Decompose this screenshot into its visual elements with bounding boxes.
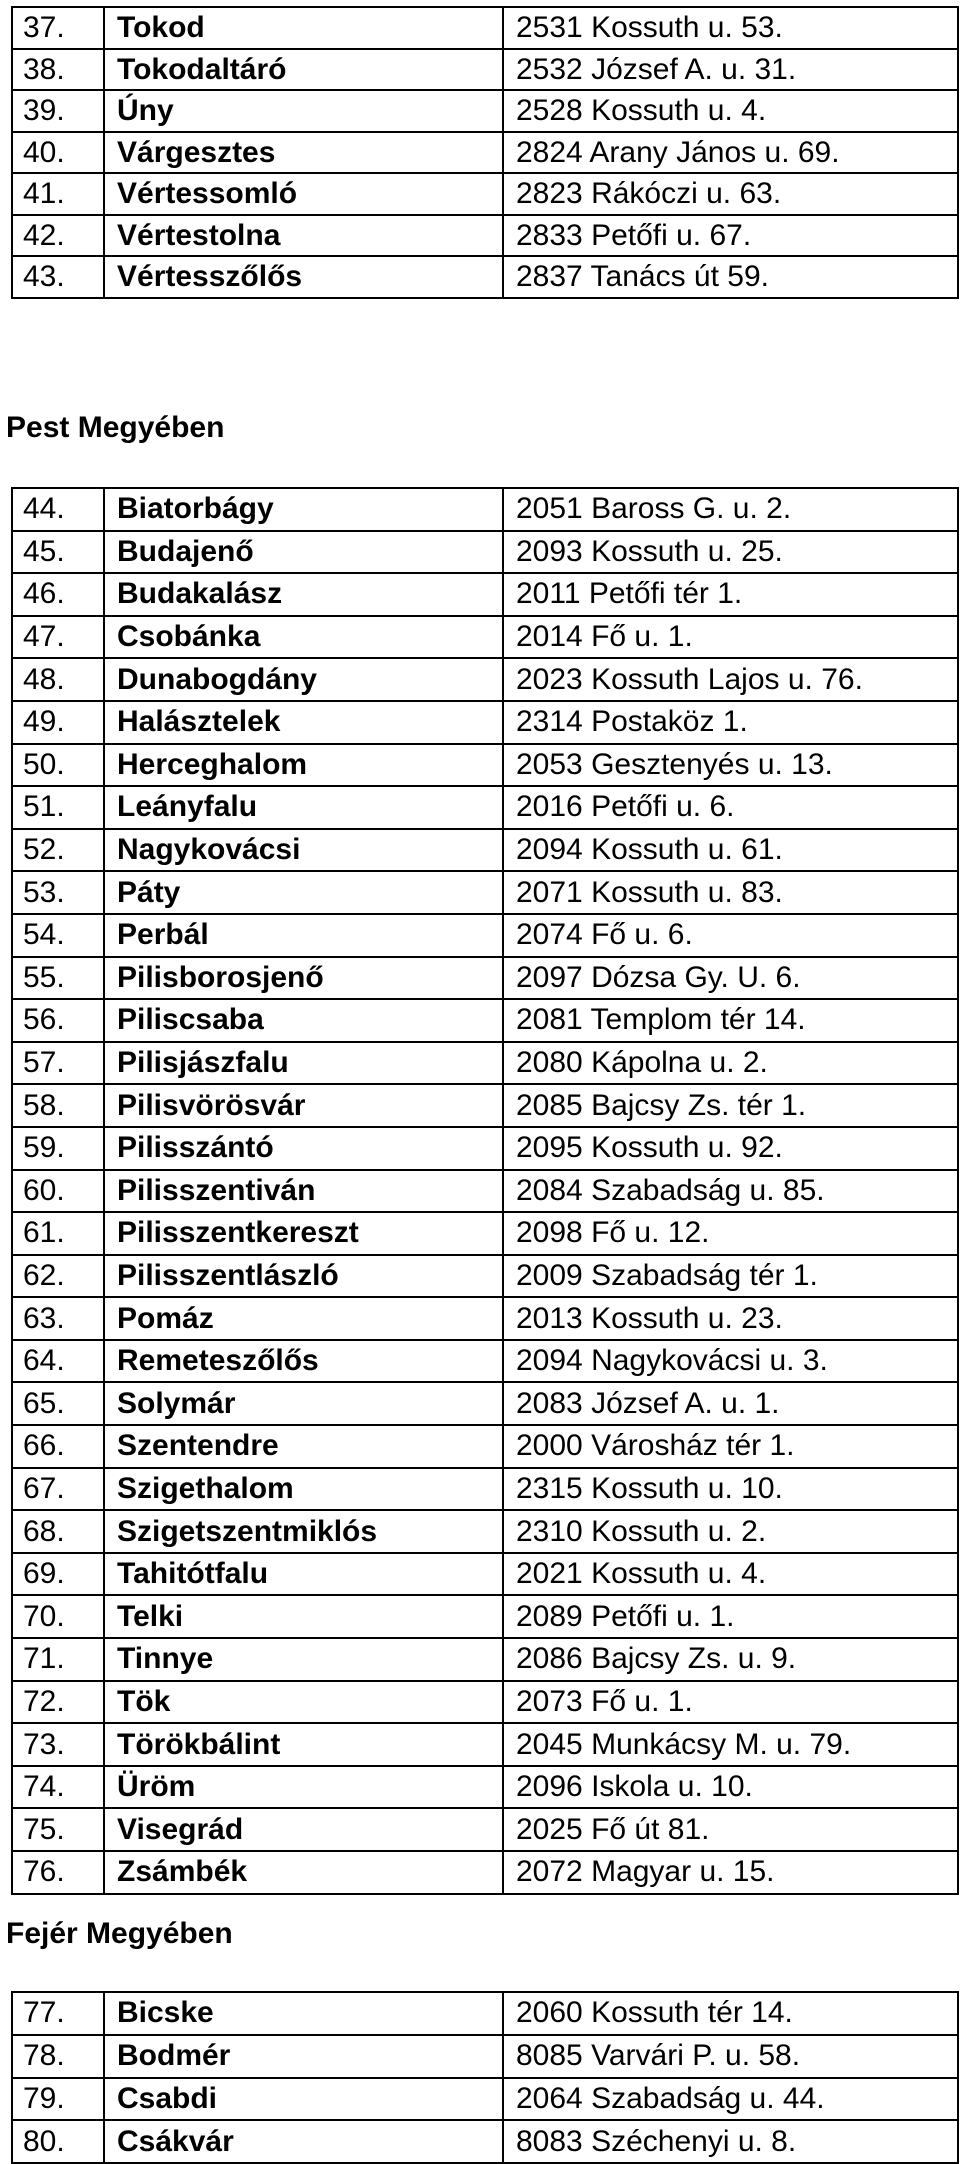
settlement-address: 2013 Kossuth u. 23. xyxy=(503,1297,958,1340)
row-number: 47. xyxy=(12,616,104,659)
row-number: 61. xyxy=(12,1212,104,1255)
settlement-name: Vértesszőlős xyxy=(104,256,503,298)
settlement-address: 2098 Fő u. 12. xyxy=(503,1212,958,1255)
settlement-name: Bicske xyxy=(104,1992,503,2035)
table-row xyxy=(12,256,958,298)
row-number: 46. xyxy=(12,573,104,616)
settlement-name: Budakalász xyxy=(104,573,503,616)
table-row xyxy=(12,701,958,744)
table-row xyxy=(12,1127,958,1170)
row-number: 79. xyxy=(12,2078,104,2121)
table-row xyxy=(12,488,958,531)
row-number: 51. xyxy=(12,786,104,829)
table-row xyxy=(12,1510,958,1553)
section-heading-pest: Pest Megyében xyxy=(6,411,225,444)
settlement-address: 2085 Bajcsy Zs. tér 1. xyxy=(503,1084,958,1127)
row-number: 41. xyxy=(12,173,104,215)
settlement-name: Zsámbék xyxy=(104,1851,503,1894)
table-row xyxy=(12,2035,958,2078)
table-row xyxy=(12,1851,958,1894)
settlement-name: Remeteszőlős xyxy=(104,1340,503,1383)
row-number: 37. xyxy=(12,7,104,49)
settlement-name: Halásztelek xyxy=(104,701,503,744)
settlement-name: Visegrád xyxy=(104,1808,503,1851)
settlement-address: 2071 Kossuth u. 83. xyxy=(503,871,958,914)
row-number: 49. xyxy=(12,701,104,744)
table-row xyxy=(12,829,958,872)
settlement-address: 2528 Kossuth u. 4. xyxy=(503,90,958,132)
settlement-name: Bodmér xyxy=(104,2035,503,2078)
row-number: 67. xyxy=(12,1468,104,1511)
row-number: 75. xyxy=(12,1808,104,1851)
row-number: 45. xyxy=(12,531,104,574)
settlement-address: 2073 Fő u. 1. xyxy=(503,1681,958,1724)
settlement-address: 2097 Dózsa Gy. U. 6. xyxy=(503,957,958,1000)
table-row xyxy=(12,1297,958,1340)
table-row xyxy=(12,786,958,829)
row-number: 43. xyxy=(12,256,104,298)
settlement-name: Pilisszentiván xyxy=(104,1170,503,1213)
settlement-name: Szentendre xyxy=(104,1425,503,1468)
settlement-address: 2089 Petőfi u. 1. xyxy=(503,1595,958,1638)
settlement-name: Telki xyxy=(104,1595,503,1638)
table-row xyxy=(12,914,958,957)
row-number: 74. xyxy=(12,1766,104,1809)
row-number: 78. xyxy=(12,2035,104,2078)
row-number: 39. xyxy=(12,90,104,132)
settlement-name: Törökbálint xyxy=(104,1723,503,1766)
settlement-name: Tök xyxy=(104,1681,503,1724)
row-number: 71. xyxy=(12,1638,104,1681)
settlement-name: Tokodaltáró xyxy=(104,49,503,91)
table-row xyxy=(12,1723,958,1766)
row-number: 38. xyxy=(12,49,104,91)
settlement-address: 2531 Kossuth u. 53. xyxy=(503,7,958,49)
table-row xyxy=(12,215,958,257)
table-row xyxy=(12,1084,958,1127)
settlement-name: Tahitótfalu xyxy=(104,1553,503,1596)
table-row xyxy=(12,173,958,215)
table-body xyxy=(12,488,958,1894)
settlement-name: Szigetszentmiklós xyxy=(104,1510,503,1553)
settlement-address: 2833 Petőfi u. 67. xyxy=(503,215,958,257)
row-number: 77. xyxy=(12,1992,104,2035)
row-number: 54. xyxy=(12,914,104,957)
settlement-address: 2051 Baross G. u. 2. xyxy=(503,488,958,531)
settlement-name: Szigethalom xyxy=(104,1468,503,1511)
settlement-name: Csobánka xyxy=(104,616,503,659)
settlement-name: Páty xyxy=(104,871,503,914)
row-number: 65. xyxy=(12,1382,104,1425)
settlement-name: Vértestolna xyxy=(104,215,503,257)
settlement-address: 2021 Kossuth u. 4. xyxy=(503,1553,958,1596)
row-number: 69. xyxy=(12,1553,104,1596)
settlement-name: Várgesztes xyxy=(104,132,503,174)
settlement-address: 2315 Kossuth u. 10. xyxy=(503,1468,958,1511)
row-number: 55. xyxy=(12,957,104,1000)
settlement-address: 2060 Kossuth tér 14. xyxy=(503,1992,958,2035)
table-row xyxy=(12,1382,958,1425)
settlement-name: Tinnye xyxy=(104,1638,503,1681)
table-body xyxy=(12,7,958,298)
settlement-address: 8083 Széchenyi u. 8. xyxy=(503,2120,958,2163)
table-row xyxy=(12,658,958,701)
row-number: 44. xyxy=(12,488,104,531)
row-number: 62. xyxy=(12,1255,104,1298)
table-row xyxy=(12,1340,958,1383)
row-number: 63. xyxy=(12,1297,104,1340)
table-row xyxy=(12,616,958,659)
row-number: 53. xyxy=(12,871,104,914)
table-row xyxy=(12,1425,958,1468)
table-row xyxy=(12,871,958,914)
settlement-table-pest xyxy=(11,487,959,1895)
row-number: 72. xyxy=(12,1681,104,1724)
table-row xyxy=(12,999,958,1042)
section-heading-fejer: Fejér Megyében xyxy=(6,1917,233,1950)
row-number: 60. xyxy=(12,1170,104,1213)
table-row xyxy=(12,1170,958,1213)
settlement-address: 2094 Nagykovácsi u. 3. xyxy=(503,1340,958,1383)
table-row xyxy=(12,2120,958,2163)
settlement-name: Pomáz xyxy=(104,1297,503,1340)
settlement-address: 2080 Kápolna u. 2. xyxy=(503,1042,958,1085)
settlement-name: Budajenő xyxy=(104,531,503,574)
settlement-name: Herceghalom xyxy=(104,744,503,787)
table-row xyxy=(12,1808,958,1851)
settlement-name: Vértessomló xyxy=(104,173,503,215)
settlement-address: 2053 Gesztenyés u. 13. xyxy=(503,744,958,787)
settlement-address: 2025 Fő út 81. xyxy=(503,1808,958,1851)
table-row xyxy=(12,744,958,787)
row-number: 80. xyxy=(12,2120,104,2163)
settlement-address: 2094 Kossuth u. 61. xyxy=(503,829,958,872)
settlement-name: Solymár xyxy=(104,1382,503,1425)
settlement-address: 2016 Petőfi u. 6. xyxy=(503,786,958,829)
settlement-address: 2045 Munkácsy M. u. 79. xyxy=(503,1723,958,1766)
table-row xyxy=(12,90,958,132)
settlement-address: 2532 József A. u. 31. xyxy=(503,49,958,91)
row-number: 59. xyxy=(12,1127,104,1170)
settlement-address: 2064 Szabadság u. 44. xyxy=(503,2078,958,2121)
table-row xyxy=(12,7,958,49)
settlement-address: 2081 Templom tér 14. xyxy=(503,999,958,1042)
row-number: 40. xyxy=(12,132,104,174)
row-number: 50. xyxy=(12,744,104,787)
settlement-name: Pilisvörösvár xyxy=(104,1084,503,1127)
settlement-address: 2011 Petőfi tér 1. xyxy=(503,573,958,616)
row-number: 64. xyxy=(12,1340,104,1383)
table-row xyxy=(12,1212,958,1255)
table-row xyxy=(12,1042,958,1085)
settlement-address: 2823 Rákóczi u. 63. xyxy=(503,173,958,215)
settlement-address: 2074 Fő u. 6. xyxy=(503,914,958,957)
row-number: 70. xyxy=(12,1595,104,1638)
table-row xyxy=(12,1766,958,1809)
table-row xyxy=(12,531,958,574)
settlement-name: Üröm xyxy=(104,1766,503,1809)
table-row xyxy=(12,573,958,616)
table-row xyxy=(12,49,958,91)
row-number: 57. xyxy=(12,1042,104,1085)
settlement-address: 2837 Tanács út 59. xyxy=(503,256,958,298)
settlement-address: 2023 Kossuth Lajos u. 76. xyxy=(503,658,958,701)
row-number: 73. xyxy=(12,1723,104,1766)
row-number: 48. xyxy=(12,658,104,701)
settlement-table-fejer xyxy=(11,1991,959,2164)
table-row xyxy=(12,1553,958,1596)
settlement-address: 2014 Fő u. 1. xyxy=(503,616,958,659)
settlement-name: Pilisjászfalu xyxy=(104,1042,503,1085)
row-number: 66. xyxy=(12,1425,104,1468)
settlement-name: Dunabogdány xyxy=(104,658,503,701)
settlement-name: Pilisborosjenő xyxy=(104,957,503,1000)
settlement-address: 2000 Városház tér 1. xyxy=(503,1425,958,1468)
settlement-address: 2083 József A. u. 1. xyxy=(503,1382,958,1425)
table-row xyxy=(12,1595,958,1638)
row-number: 56. xyxy=(12,999,104,1042)
settlement-name: Nagykovácsi xyxy=(104,829,503,872)
settlement-address: 2072 Magyar u. 15. xyxy=(503,1851,958,1894)
settlement-address: 2096 Iskola u. 10. xyxy=(503,1766,958,1809)
table-row xyxy=(12,1255,958,1298)
settlement-address: 2310 Kossuth u. 2. xyxy=(503,1510,958,1553)
table-row xyxy=(12,1681,958,1724)
settlement-address: 2093 Kossuth u. 25. xyxy=(503,531,958,574)
settlement-name: Biatorbágy xyxy=(104,488,503,531)
table-row xyxy=(12,2078,958,2121)
settlement-address: 8085 Varvári P. u. 58. xyxy=(503,2035,958,2078)
row-number: 42. xyxy=(12,215,104,257)
settlement-name: Pilisszentlászló xyxy=(104,1255,503,1298)
settlement-address: 2314 Postaköz 1. xyxy=(503,701,958,744)
settlement-address: 2824 Arany János u. 69. xyxy=(503,132,958,174)
settlement-address: 2009 Szabadság tér 1. xyxy=(503,1255,958,1298)
table-body xyxy=(12,1992,958,2163)
settlement-address: 2095 Kossuth u. 92. xyxy=(503,1127,958,1170)
settlement-address: 2084 Szabadság u. 85. xyxy=(503,1170,958,1213)
table-row xyxy=(12,1638,958,1681)
settlement-name: Úny xyxy=(104,90,503,132)
row-number: 68. xyxy=(12,1510,104,1553)
settlement-name: Tokod xyxy=(104,7,503,49)
row-number: 52. xyxy=(12,829,104,872)
table-row xyxy=(12,1468,958,1511)
settlement-address: 2086 Bajcsy Zs. u. 9. xyxy=(503,1638,958,1681)
row-number: 76. xyxy=(12,1851,104,1894)
table-row xyxy=(12,1992,958,2035)
settlement-name: Csákvár xyxy=(104,2120,503,2163)
table-row xyxy=(12,132,958,174)
row-number: 58. xyxy=(12,1084,104,1127)
settlement-name: Perbál xyxy=(104,914,503,957)
table-row xyxy=(12,957,958,1000)
settlement-name: Pilisszántó xyxy=(104,1127,503,1170)
settlement-name: Leányfalu xyxy=(104,786,503,829)
settlement-name: Piliscsaba xyxy=(104,999,503,1042)
settlement-name: Pilisszentkereszt xyxy=(104,1212,503,1255)
settlement-table-1 xyxy=(11,6,959,299)
settlement-name: Csabdi xyxy=(104,2078,503,2121)
